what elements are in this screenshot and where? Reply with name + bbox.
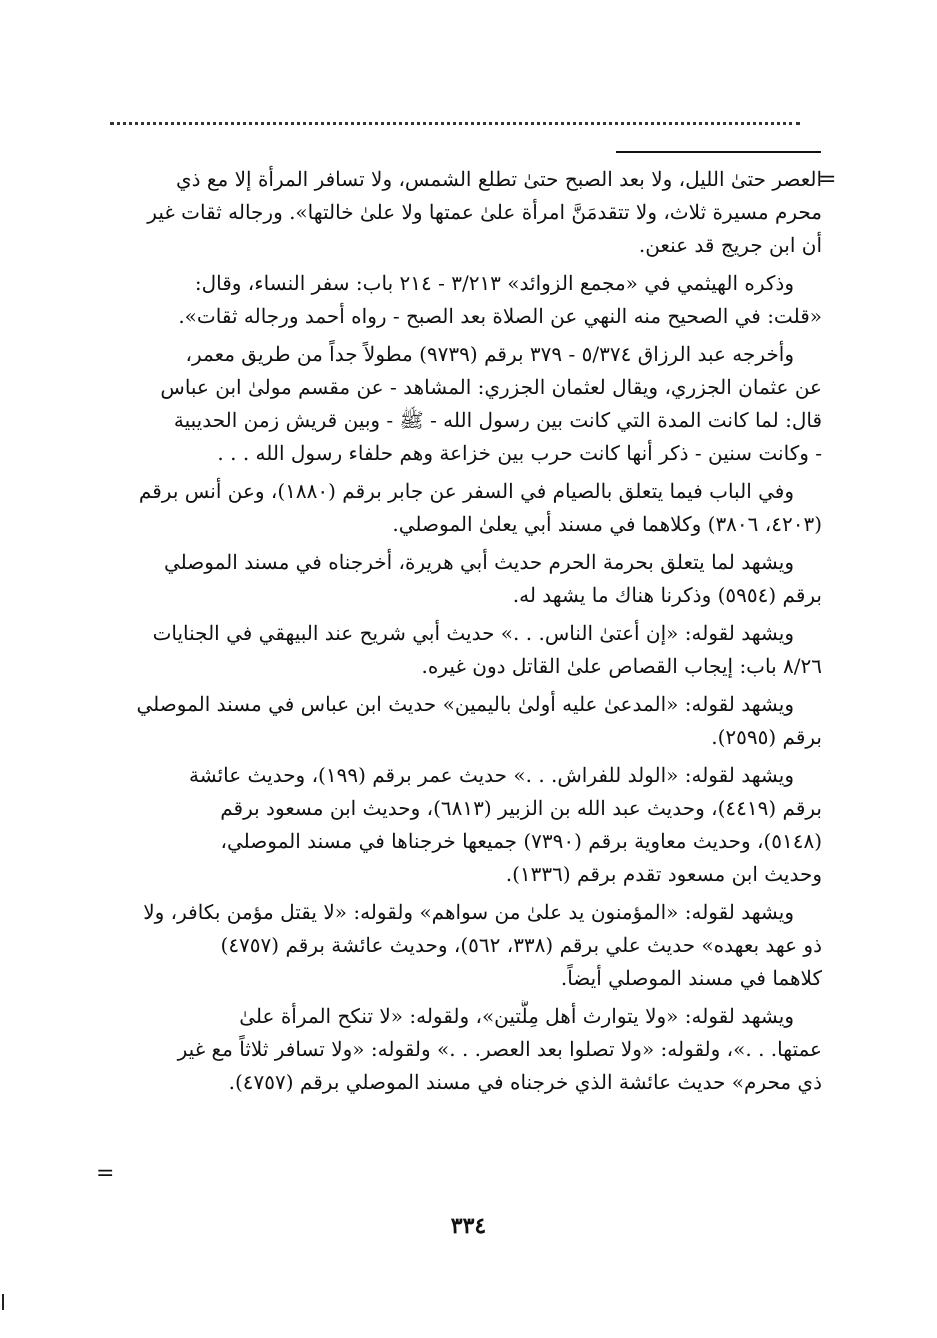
- text-line: ويشهد لقوله: «ولا يتوارث أهل مِلَّتين»، ولقوله: «لا تنكح المرأة علىٰ: [239, 1004, 794, 1028]
- footnote-rule: [616, 151, 821, 153]
- text-line: كلاهما في مسند الموصلي أيضاً.: [560, 966, 822, 990]
- text-line: (٤٢٠٣، ٣٨٠٦) وكلاهما في مسند أبي يعلىٰ الموصلي.: [392, 512, 822, 536]
- top-dotted-separator: [110, 108, 800, 125]
- text-line: أن ابن جريج قد عنعن.: [638, 233, 822, 257]
- paragraph: [104, 688, 822, 754]
- paragraph: [104, 896, 822, 995]
- paragraph: [104, 267, 822, 333]
- paragraph: [104, 546, 822, 612]
- text-line: ويشهد لقوله: «المدعىٰ عليه أولىٰ باليمين» حديث ابن عباس في مسند الموصلي: [136, 692, 794, 716]
- text-line: - وكانت سنين - ذكر أنها كانت حرب بين خزاعة وهم حلفاء رسول الله . . .: [217, 441, 822, 465]
- text-line: ويشهد لقوله: «المؤمنون يد علىٰ من سواهم» ولقوله: «لا يقتل مؤمن بكافر، ولا: [143, 900, 794, 924]
- scan-edge-mark: [2, 1294, 4, 1310]
- paragraph: [104, 617, 822, 683]
- continuation-mark-end: =: [96, 1161, 115, 1186]
- paragraph: [104, 475, 822, 541]
- text-line: برقم (٤٤١٩)، وحديث عبد الله بن الزبير (٦٨١٣)، وحديث ابن مسعود برقم: [220, 796, 822, 820]
- text-line: برقم (٢٥٩٥).: [711, 725, 822, 749]
- text-line: «قلت: في الصحيح منه النهي عن الصلاة بعد الصبح - رواه أحمد ورجاله ثقات».: [178, 304, 822, 328]
- text-line: ٨/٢٦ باب: إيجاب القصاص علىٰ القاتل دون غيره.: [421, 654, 822, 678]
- text-line: محرم مسيرة ثلاث، ولا تتقدمَنَّ امرأة علىٰ عمتها ولا علىٰ خالتها». ورجاله ثقات غير: [147, 200, 822, 224]
- footnote-body: [104, 163, 822, 1104]
- text-line: ويشهد لقوله: «إن أعتىٰ الناس. . .» حديث أبي شريح عند البيهقي في الجنايات: [152, 621, 794, 645]
- text-line: قال: لما كانت المدة التي كانت بين رسول الله - ﷺ - وبين قريش زمن الحديبية: [173, 408, 822, 432]
- text-line: وأخرجه عبد الرزاق ٥/٣٧٤ - ٣٧٩ برقم (٩٧٣٩) مطولاً جداً من طريق معمر،: [185, 342, 794, 366]
- text-line: وفي الباب فيما يتعلق بالصيام في السفر عن جابر برقم (١٨٨٠)، وعن أنس برقم: [138, 479, 794, 503]
- paragraph: [104, 759, 822, 891]
- text-line: ويشهد لقوله: «الولد للفراش. . .» حديث عمر برقم (١٩٩)، وحديث عائشة: [188, 763, 794, 787]
- text-line: ويشهد لما يتعلق بحرمة الحرم حديث أبي هريرة، أخرجناه في مسند الموصلي: [164, 550, 794, 574]
- page-number: ٣٣٤: [450, 1213, 487, 1239]
- text-line: عن عثمان الجزري، ويقال لعثمان الجزري: المشاهد - عن مقسم مولىٰ ابن عباس: [160, 375, 822, 399]
- text-line: برقم (٥٩٥٤) وذكرنا هناك ما يشهد له.: [512, 583, 822, 607]
- continuation-mark-start: =: [818, 167, 837, 192]
- text-line: وذكره الهيثمي في «مجمع الزوائد» ٣/٢١٣ - ٢١٤ باب: سفر النساء، وقال:: [194, 271, 794, 295]
- paragraph: [104, 338, 822, 470]
- text-line: العصر حتىٰ الليل، ولا بعد الصبح حتىٰ تطلع الشمس، ولا تسافر المرأة إلا مع ذي: [175, 167, 822, 191]
- text-line: (٥١٤٨)، وحديث معاوية برقم (٧٣٩٠) جميعها خرجناها في مسند الموصلي،: [220, 829, 822, 853]
- paragraph: [104, 163, 822, 262]
- text-line: ذي محرم» حديث عائشة الذي خرجناه في مسند الموصلي برقم (٤٧٥٧).: [228, 1070, 822, 1094]
- text-line: ذو عهد بعهده» حديث علي برقم (٣٣٨، ٥٦٢)، وحديث عائشة برقم (٤٧٥٧): [220, 933, 822, 957]
- text-line: عمتها. . .»، ولقوله: «ولا تصلوا بعد العصر. . .» ولقوله: «ولا تسافر ثلاثاً مع غير: [177, 1037, 822, 1061]
- text-line: وحديث ابن مسعود تقدم برقم (١٣٣٦).: [505, 862, 822, 886]
- paragraph: [104, 1000, 822, 1099]
